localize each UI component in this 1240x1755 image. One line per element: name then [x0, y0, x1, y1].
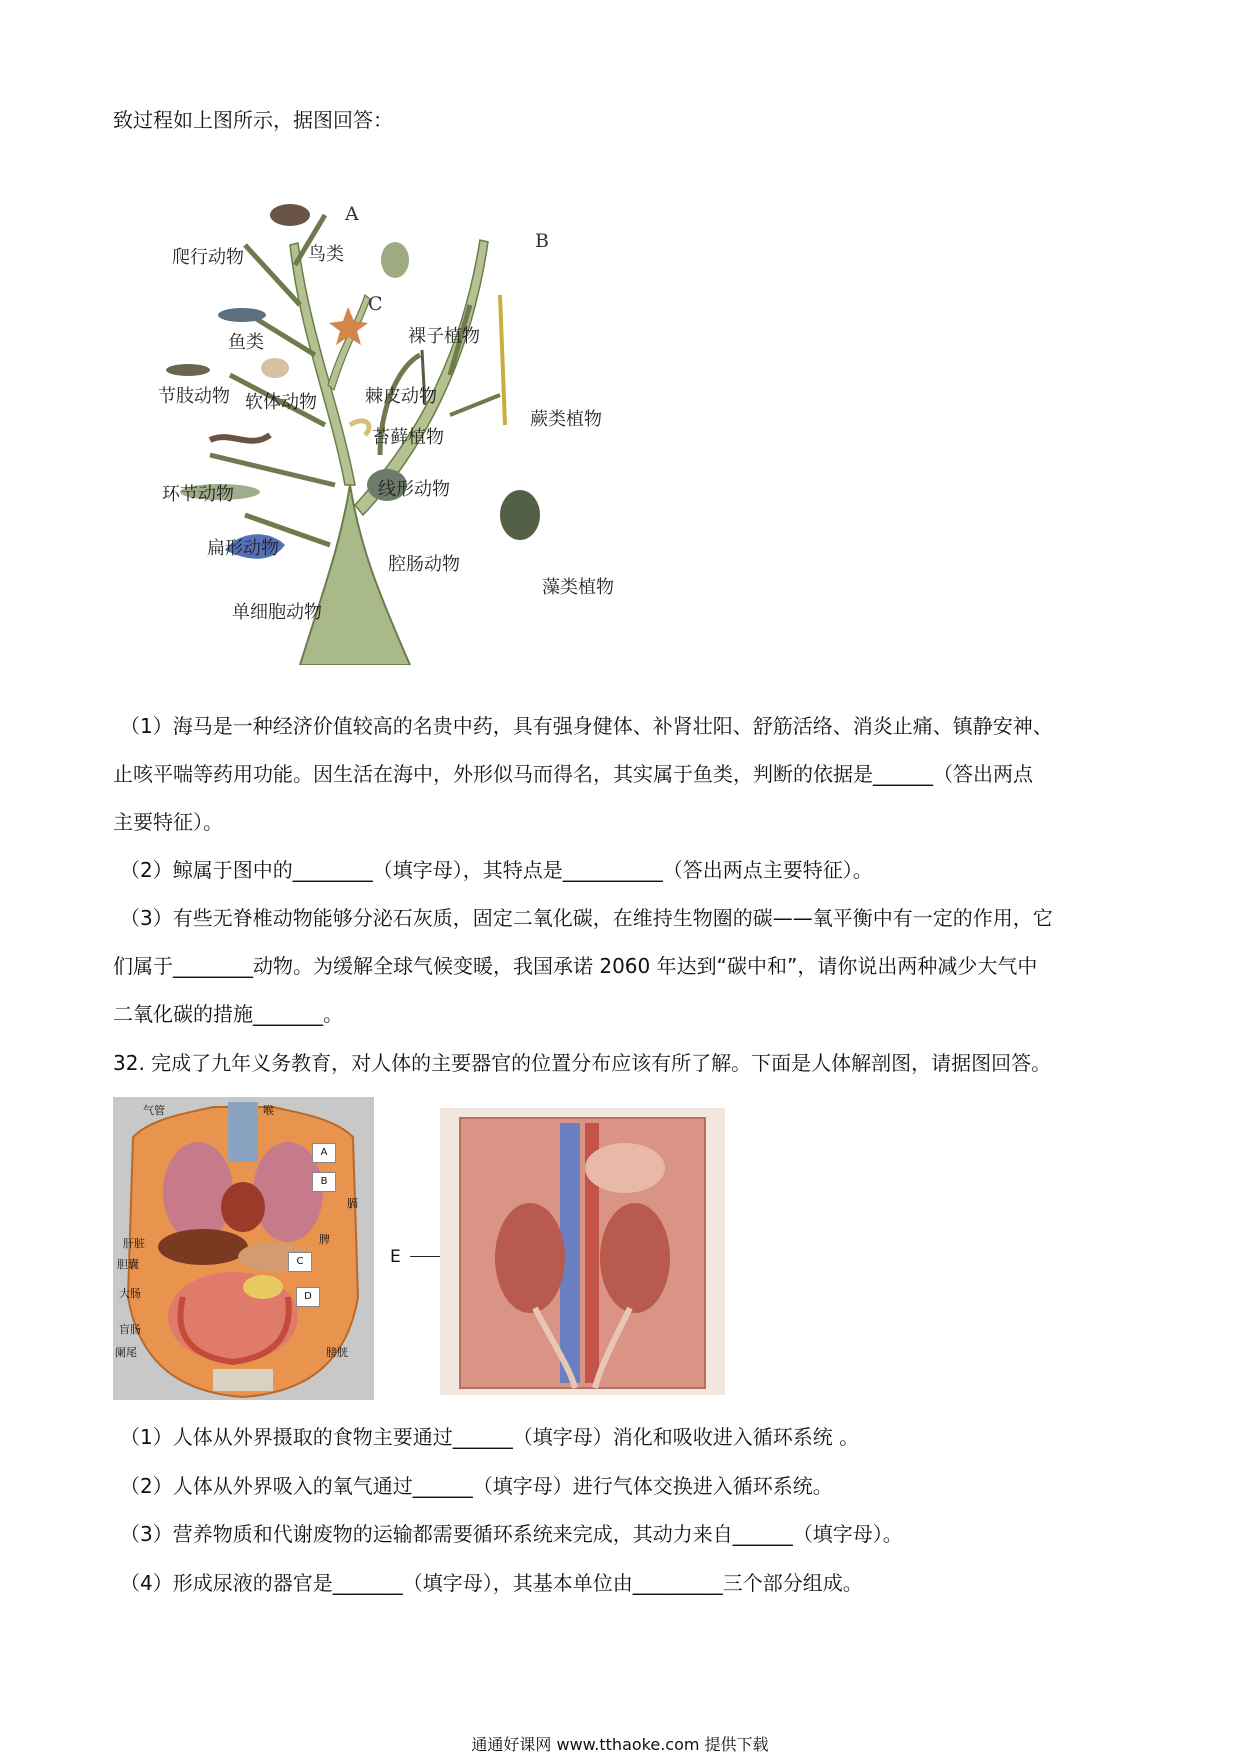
- label-large-intestine: 大肠: [119, 1287, 141, 1300]
- label-box-c: C: [288, 1252, 312, 1272]
- label-box-a: A: [312, 1143, 336, 1163]
- label-flatworms: 扁形动物: [207, 538, 279, 559]
- page-footer: 通通好课网 www.tthaoke.com 提供下载: [471, 1735, 769, 1754]
- label-e: E: [390, 1247, 401, 1267]
- arthropod-icon: [166, 364, 210, 376]
- label-larynx: 喉: [263, 1104, 274, 1117]
- label-box-b: B: [312, 1172, 336, 1192]
- annelid-icon: [210, 435, 270, 441]
- label-gymnosperms: 裸子植物: [408, 326, 480, 347]
- label-appendix: 阑尾: [115, 1346, 137, 1359]
- q31-1-line3: 主要特征）。: [113, 810, 223, 834]
- q32-2: （2）人体从外界吸入的氧气通过______（填字母）进行气体交换进入循环系统。: [120, 1474, 833, 1498]
- q32-1: （1）人体从外界摄取的食物主要通过______（填字母）消化和吸收进入循环系统 。: [120, 1425, 860, 1449]
- label-bladder: 膀胱: [326, 1346, 348, 1359]
- label-diaphragm: 膈: [347, 1197, 358, 1210]
- q31-1-line2: 止咳平喘等药用功能。因生活在海中，外形似马而得名，其实属于鱼类，判断的依据是______（答出两点: [113, 762, 1033, 786]
- label-annelids: 环节动物: [162, 484, 234, 505]
- mollusk-icon: [261, 358, 289, 378]
- q32-3: （3）营养物质和代谢废物的运输都需要循环系统来完成，其动力来自______（填字母）。: [120, 1522, 903, 1546]
- q31-3-line3: 二氧化碳的措施_______。: [113, 1002, 343, 1026]
- fern-icon: [500, 295, 505, 425]
- label-gallbladder: 胆囊: [117, 1258, 139, 1271]
- tree-letter-a: A: [345, 203, 359, 225]
- label-cecum: 盲肠: [119, 1323, 141, 1336]
- q31-3-line2: 们属于________动物。为缓解全球气候变暖，我国承诺 2060 年达到“碳中和”，请你说出两种减少大气中: [113, 954, 1038, 978]
- label-cnidarians: 腔肠动物: [388, 554, 460, 575]
- label-mosses: 苔藓植物: [372, 427, 444, 448]
- bird-icon: [270, 204, 310, 226]
- tree-letter-b: B: [535, 230, 549, 252]
- label-algae: 藻类植物: [542, 577, 614, 598]
- intro-text: 致过程如上图所示，据图回答：: [113, 108, 393, 132]
- label-reptiles: 爬行动物: [172, 247, 244, 268]
- q31-1-line1: （1）海马是一种经济价值较高的名贵中药，具有强身健体、补肾壮阳、舒筋活络、消炎止痛、镇静安神、: [120, 714, 1053, 738]
- q31-3-line1: （3）有些无脊椎动物能够分泌石灰质，固定二氧化碳，在维持生物圈的碳——氧平衡中有一定的作用，它: [120, 906, 1053, 930]
- algae-icon: [500, 490, 540, 540]
- q32-stem: 32. 完成了九年义务教育，对人体的主要器官的位置分布应该有所了解。下面是人体解剖图，请据图回答。: [113, 1051, 1052, 1075]
- label-mollusks: 软体动物: [245, 392, 317, 413]
- gymnosperm-icon: [381, 242, 409, 278]
- fish-icon: [218, 308, 266, 322]
- label-fish: 鱼类: [228, 332, 264, 353]
- label-box-d: D: [296, 1287, 320, 1307]
- label-trachea: 气管: [143, 1104, 165, 1117]
- kidney-anatomy-figure: [440, 1108, 725, 1395]
- label-nematodes: 线形动物: [378, 479, 450, 500]
- q31-2: （2）鲸属于图中的________（填字母），其特点是__________（答出两点主要特征）。: [120, 858, 873, 882]
- kidney-drawing: [440, 1108, 725, 1395]
- tree-letter-c: C: [368, 293, 383, 315]
- label-ferns: 蕨类植物: [530, 409, 602, 430]
- torso-anatomy-figure: [113, 1097, 374, 1400]
- q32-4: （4）形成尿液的器官是_______（填字母），其基本单位由_________三个部分组成。: [120, 1571, 863, 1595]
- label-protozoa: 单细胞动物: [232, 602, 322, 623]
- nematode-icon: [350, 421, 369, 435]
- label-spleen: 脾: [319, 1233, 330, 1246]
- evolution-tree-figure: [150, 185, 650, 665]
- label-liver: 肝脏: [123, 1237, 145, 1250]
- label-birds: 鸟类: [308, 244, 344, 265]
- label-echinoderms: 棘皮动物: [365, 386, 437, 407]
- label-arthropods: 节肢动物: [158, 386, 230, 407]
